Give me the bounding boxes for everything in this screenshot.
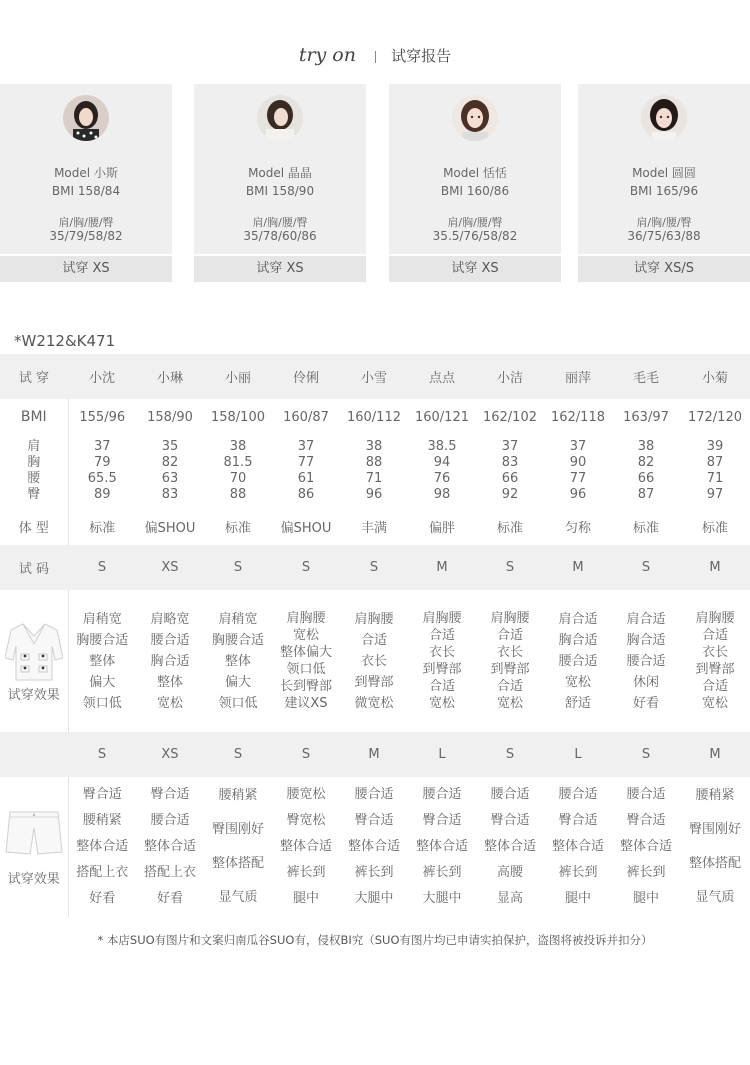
bottom-size: S <box>476 732 544 777</box>
tester-name: 小沈 <box>68 354 136 399</box>
top-effect-label-cell <box>0 590 68 732</box>
body-type: 丰满 <box>360 520 387 536</box>
model-avatar-icon <box>63 95 109 141</box>
model-card <box>194 84 366 282</box>
bmi-value: 163/97 <box>623 409 669 425</box>
model-bmi: BMI 165/96 <box>629 184 699 198</box>
body-type-row <box>0 507 750 545</box>
top-effect-cell: 肩稍宽 胸腰合适 整体 偏大 领口低 <box>211 611 264 711</box>
model-measure: 35/79/58/82 <box>49 229 123 243</box>
size-label: 试 码 <box>0 545 68 590</box>
model-measure: 35.5/76/58/82 <box>432 229 518 243</box>
model-name: 圆圆 <box>671 166 696 180</box>
model-avatar-icon <box>257 95 303 141</box>
report-title: 试穿报告 <box>391 47 452 65</box>
top-effect-cell: 肩胸腰 合适 衣长 到臀部 合适 宽松 <box>490 611 530 711</box>
tryon-label: 试 穿 <box>0 354 68 399</box>
bottom-effect-cell: 腰稍紧 臀围刚好 整体搭配 显气质 <box>211 788 264 905</box>
bottom-size: L <box>408 732 476 777</box>
top-size: S <box>272 545 340 590</box>
measure-label: 肩/胸/腰/臀 <box>252 216 308 229</box>
bottom-size-label-empty <box>0 732 68 777</box>
bmi-value: 160/112 <box>346 409 401 425</box>
bmi-value: 155/96 <box>79 409 126 425</box>
bmi-value: 158/90 <box>147 409 193 425</box>
top-size-row <box>0 545 750 590</box>
bottom-size: L <box>544 732 612 777</box>
top-effect-cell: 肩稍宽 胸腰合适 整体 偏大 领口低 <box>76 611 129 711</box>
top-effect-cell: 肩胸腰 宽松 整体偏大 领口低 长到臀部 建议XS <box>279 611 332 711</box>
bmi-value: 162/102 <box>482 409 537 425</box>
bottom-effect-cell: 腰稍紧 臀围刚好 整体搭配 显气质 <box>688 788 741 905</box>
body-type: 匀称 <box>564 520 591 536</box>
fitting-table <box>0 354 750 917</box>
tester-name: 点点 <box>408 354 476 399</box>
bottom-size: XS <box>136 732 204 777</box>
tester-name: 小洁 <box>476 354 544 399</box>
measurements-row <box>0 435 750 507</box>
top-effect-cell: 肩胸腰 合适 衣长 到臀部 合适 宽松 <box>422 611 462 711</box>
copyright-notice: * 本店SUO有图片和文案归南瓜谷SUO有，侵权BI究（SUO有图片均已申请实拍保护，盗图将被投诉并扣分） <box>97 933 653 947</box>
bmi-label: BMI <box>0 399 68 435</box>
effect-label: 试穿效果 <box>7 871 60 887</box>
bmi-value: 160/121 <box>414 409 469 425</box>
model-label: Model <box>54 166 91 180</box>
body-type: 标准 <box>89 520 116 536</box>
model-label: Model <box>248 166 285 180</box>
model-bmi: BMI 160/86 <box>440 184 510 198</box>
top-size: M <box>408 545 476 590</box>
model-label: Model <box>632 166 669 180</box>
bottom-effect-cell: 腰合适 臀合适 整体合适 裤长到 腿中 <box>619 787 672 906</box>
measure-cell: 37 79 65.5 89 <box>87 439 117 502</box>
body-type: 偏SHOU <box>280 520 332 536</box>
bottom-effect-label-cell <box>0 777 68 917</box>
measure-cell: 38 81.5 70 88 <box>223 439 253 502</box>
measure-label: 肩/胸/腰/臀 <box>58 216 114 229</box>
model-cards <box>0 84 750 282</box>
tester-name: 小琳 <box>136 354 204 399</box>
bmi-value: 172/120 <box>687 409 742 425</box>
top-size: S <box>612 545 680 590</box>
measure-cell: 39 87 71 97 <box>706 439 724 502</box>
top-effect-cell: 肩胸腰 合适 衣长 到臀部 微宽松 <box>354 611 394 711</box>
bmi-value: 160/87 <box>283 409 329 425</box>
tester-name: 小丽 <box>204 354 272 399</box>
tester-name: 小雪 <box>340 354 408 399</box>
bottom-size: M <box>340 732 408 777</box>
model-measure: 35/78/60/86 <box>243 229 317 243</box>
model-avatar-icon <box>641 95 687 141</box>
style-code: *W212&K471 <box>14 332 116 350</box>
model-bmi: BMI 158/84 <box>51 184 121 198</box>
top-size: S <box>68 545 136 590</box>
body-type: 标准 <box>632 520 659 536</box>
top-effect-row <box>0 590 750 732</box>
model-name: 小斯 <box>93 166 118 180</box>
model-fit-size: 试穿 XS <box>194 254 366 282</box>
model-label: Model <box>443 166 480 180</box>
tester-name: 小菊 <box>680 354 750 399</box>
body-type-label: 体 型 <box>0 507 68 545</box>
bottom-effect-row <box>0 777 750 917</box>
header-divider <box>375 51 376 63</box>
model-fit-size: 试穿 XS <box>0 254 172 282</box>
body-type: 标准 <box>224 520 251 536</box>
bottom-size: M <box>680 732 750 777</box>
bottom-effect-cell: 臀合适 腰稍紧 整体合适 搭配上衣 好看 <box>76 787 129 906</box>
measure-cell: 38 88 71 96 <box>365 439 383 502</box>
measure-labels: 肩 胸 腰 臀 <box>0 435 68 507</box>
measure-cell: 37 77 61 86 <box>297 439 315 502</box>
top-effect-cell: 肩胸腰 合适 衣长 到臀部 合适 宽松 <box>695 611 735 711</box>
bottom-effect-cell: 腰合适 臀合适 整体合适 裤长到 大腿中 <box>347 787 400 906</box>
top-size: S <box>476 545 544 590</box>
measure-cell: 35 82 63 83 <box>161 439 179 502</box>
measure-cell: 38.5 94 76 98 <box>427 439 457 502</box>
top-effect-cell: 肩合适 胸合适 腰合适 休闲 好看 <box>626 611 666 711</box>
measure-label: 肩/胸/腰/臀 <box>447 216 503 229</box>
bottom-size: S <box>204 732 272 777</box>
body-type: 标准 <box>701 520 728 536</box>
measure-cell: 38 82 66 87 <box>637 439 655 502</box>
top-size: M <box>544 545 612 590</box>
top-size: XS <box>136 545 204 590</box>
bmi-row <box>0 399 750 435</box>
jacket-icon <box>5 620 63 682</box>
top-effect-cell: 肩合适 胸合适 腰合适 宽松 舒适 <box>558 611 598 711</box>
bottom-effect-cell: 腰宽松 臀宽松 整体合适 裤长到 腿中 <box>279 787 332 906</box>
bottom-size: S <box>272 732 340 777</box>
bottom-size: S <box>612 732 680 777</box>
effect-label: 试穿效果 <box>7 687 60 703</box>
bottom-effect-cell: 腰合适 臀合适 整体合适 高腰 显高 <box>483 787 536 906</box>
model-bmi: BMI 158/90 <box>245 184 315 198</box>
bottom-size-row <box>0 732 750 777</box>
bmi-value: 162/118 <box>550 409 605 425</box>
bottom-size: S <box>68 732 136 777</box>
bottom-effect-cell: 腰合适 臀合适 整体合适 裤长到 大腿中 <box>415 787 468 906</box>
model-measure: 36/75/63/88 <box>627 229 701 243</box>
body-type: 偏胖 <box>428 520 455 536</box>
measure-cell: 37 83 66 92 <box>501 439 519 502</box>
model-card <box>389 84 561 282</box>
body-type: 标准 <box>496 520 523 536</box>
shorts-icon <box>4 808 64 858</box>
top-size: S <box>340 545 408 590</box>
model-avatar-icon <box>452 95 498 141</box>
model-name: 恬恬 <box>482 166 507 180</box>
report-header <box>0 44 750 74</box>
bottom-effect-cell: 腰合适 臀合适 整体合适 裤长到 腿中 <box>551 787 604 906</box>
top-size: M <box>680 545 750 590</box>
try-on-script: try on <box>298 44 356 66</box>
tester-name: 伶俐 <box>272 354 340 399</box>
model-name: 晶晶 <box>287 166 312 180</box>
measure-cell: 37 90 77 96 <box>569 439 587 502</box>
tester-name: 丽萍 <box>544 354 612 399</box>
top-size: S <box>204 545 272 590</box>
bmi-value: 158/100 <box>210 409 265 425</box>
top-effect-cell: 肩略宽 腰合适 胸合适 整体 宽松 <box>150 611 190 711</box>
model-fit-size: 试穿 XS <box>389 254 561 282</box>
tester-name: 毛毛 <box>612 354 680 399</box>
model-card <box>578 84 750 282</box>
tester-row <box>0 354 750 399</box>
body-type: 偏SHOU <box>144 520 196 536</box>
bottom-effect-cell: 臀合适 腰合适 整体合适 搭配上衣 好看 <box>143 787 196 906</box>
model-card <box>0 84 172 282</box>
model-fit-size: 试穿 XS/S <box>578 254 750 282</box>
measure-label: 肩/胸/腰/臀 <box>636 216 692 229</box>
